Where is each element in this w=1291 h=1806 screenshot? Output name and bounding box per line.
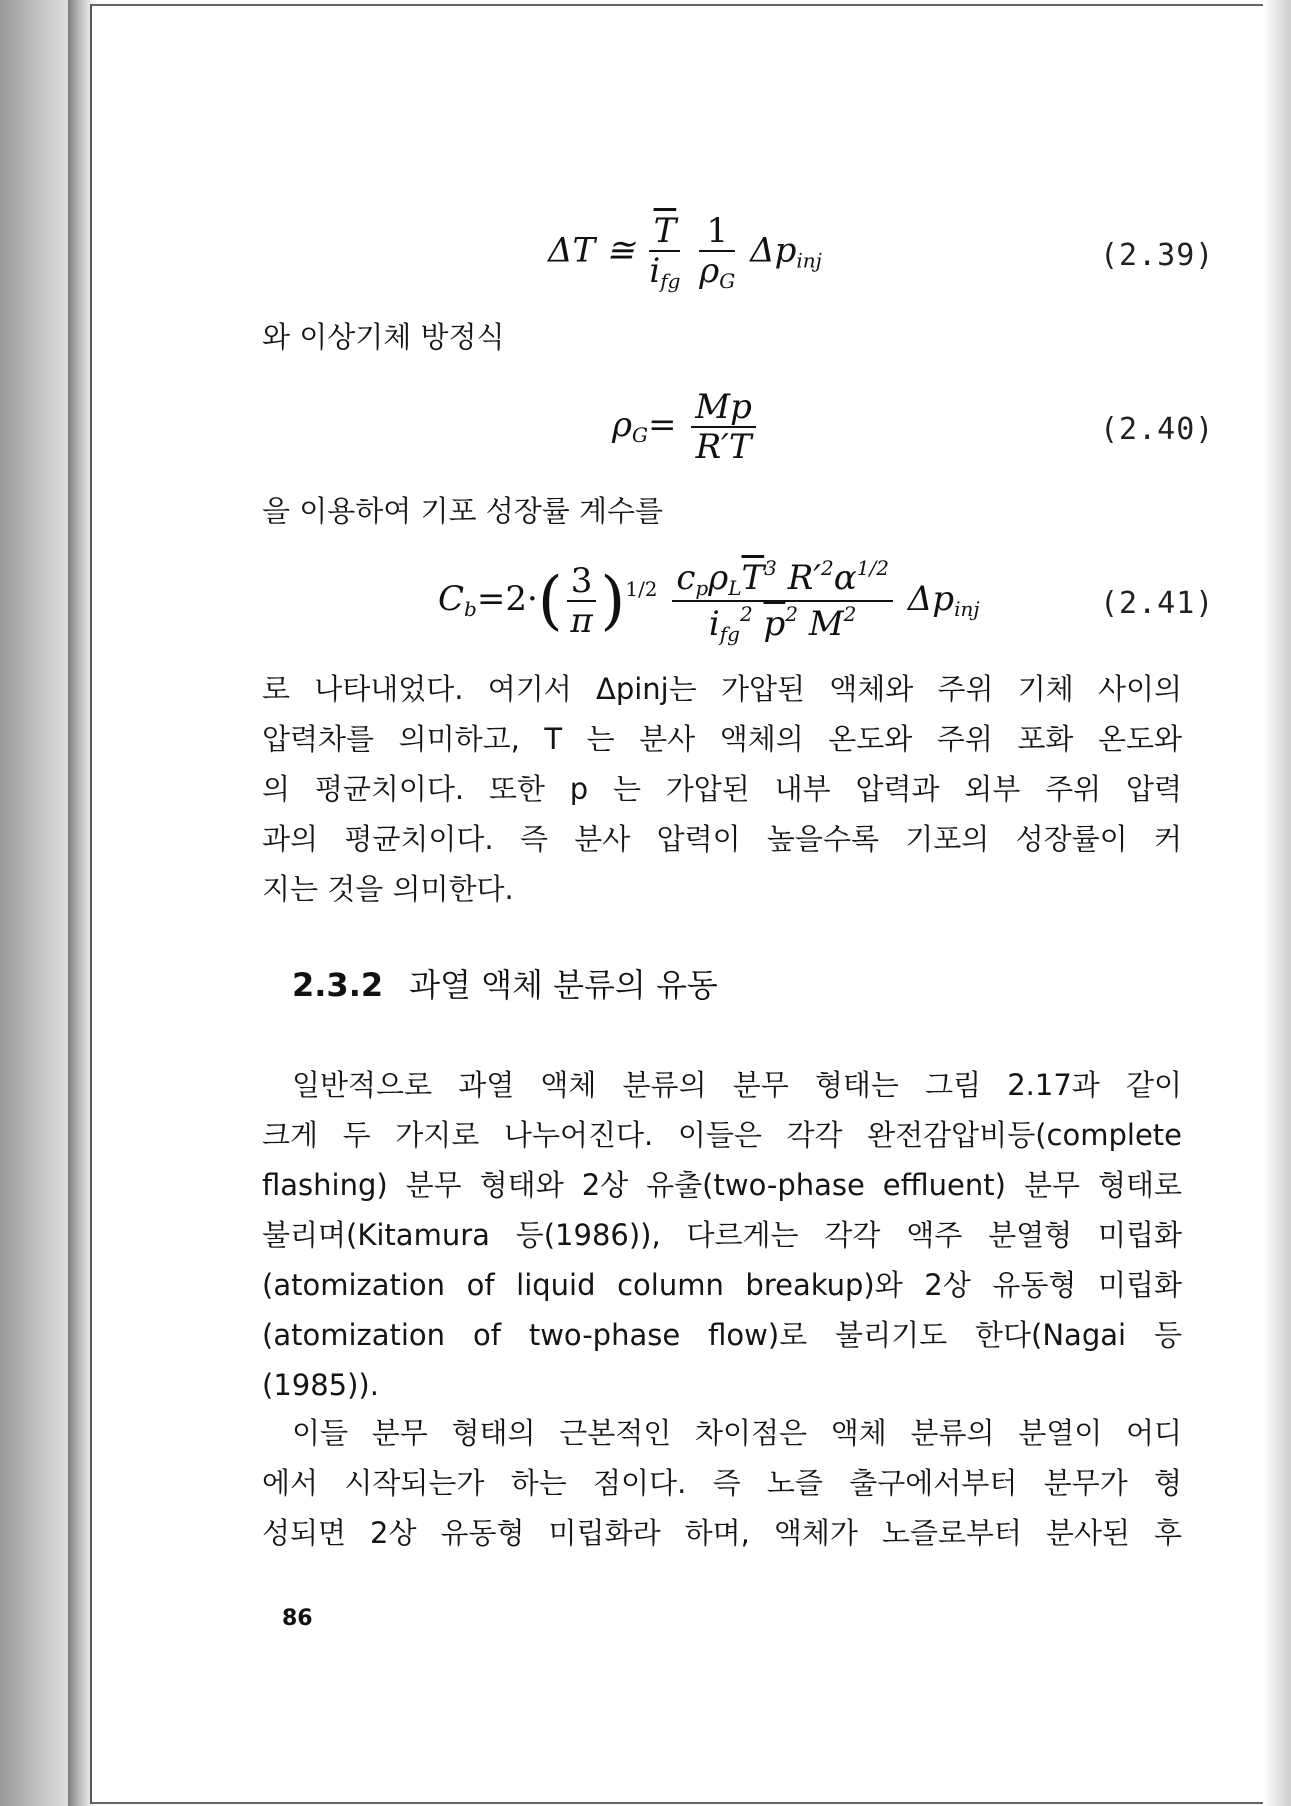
eq241-p-exp: 2 <box>785 602 799 626</box>
paragraph-line: 일반적으로 과열 액체 분류의 분무 형태는 그림 2.17과 같이 <box>292 1068 1182 1102</box>
eq239-frac2-den-sub: G <box>719 269 736 293</box>
eq239-approx: ≅ <box>606 230 635 271</box>
paragraph-line: flashing) 분무 형태와 2상 유출(two-phase effluent) 분무 형태로 <box>262 1168 1182 1202</box>
text-line: 을 이용하여 기포 성장률 계수를 <box>262 494 664 528</box>
eq239-frac2 <box>699 211 736 293</box>
paragraph-line: (atomization of liquid column breakup)와 2상 유동형 미립화 <box>262 1268 1182 1302</box>
paragraph-line: 의 평균치이다. 또한 p 는 가압된 내부 압력과 외부 주위 압력 <box>262 772 1182 806</box>
eq239-lhs: ΔT <box>548 230 596 271</box>
eq239-frac1 <box>649 211 681 293</box>
eq241-main-frac: $\frac{c_p\rho_L\overline{T}^3 R'^2\alpha^{1/2}}{i_{fg}^2 \overline{p}^2 M^2}$ <box>672 558 893 644</box>
paragraph-line: 과의 평균치이다. 즉 분사 압력이 높을수록 기포의 성장률이 커 <box>262 822 1182 856</box>
eq241-c: c <box>676 558 696 598</box>
text-line: 와 이상기체 방정식 <box>262 320 505 354</box>
left-paren: ( <box>537 564 563 638</box>
eq241-alpha: α <box>833 558 857 598</box>
paragraph-line: 로 나타내었다. 여기서 Δpinj는 가압된 액체와 주위 기체 사이의 <box>262 672 1182 706</box>
section-title: 과열 액체 분류의 유동 <box>409 966 718 1004</box>
spine-edge <box>68 0 92 1806</box>
eq239-frac1-num: $\overline{T}$ <box>649 214 680 252</box>
paragraph-line: 불리며(Kitamura 등(1986)), 다르게는 각각 액주 분열형 미립화 <box>262 1218 1182 1252</box>
equation-2-39 <box>548 211 822 293</box>
eq241-tail: Δp <box>907 579 955 619</box>
paragraph-3 <box>262 1408 1182 1558</box>
eq241-eq: =2· <box>476 579 538 619</box>
paragraph-line: (atomization of two-phase flow)로 불리기도 한다(Nagai 등 <box>262 1318 1182 1352</box>
eq241-i-exp: 2 <box>739 602 753 626</box>
eq239-frac1-den: i <box>649 251 661 291</box>
eq241-paren-num: 3 <box>567 564 597 602</box>
equation-number-2-40: (2.40) <box>1100 412 1215 447</box>
page-number: 86 <box>282 1606 313 1631</box>
eq241-M: M <box>808 604 844 644</box>
paragraph-line: 성되면 2상 유동형 미립화라 하며, 액체가 노즐로부터 분사된 후 <box>262 1516 1182 1550</box>
equation-number-2-39: (2.39) <box>1100 238 1215 273</box>
eq240-lhs: ρ <box>612 405 632 445</box>
paragraph-line: 압력차를 의미하고, T 는 분사 액체의 온도와 주위 포화 온도와 <box>262 722 1182 756</box>
paragraph-1 <box>262 664 1182 914</box>
eq241-paren-exp: 1/2 <box>625 577 658 601</box>
paragraph-line: 크게 두 가지로 나누어진다. 이들은 각각 완전감압비등(complete <box>262 1118 1182 1152</box>
paragraph-line: 이들 분무 형태의 근본적인 차이점은 액체 분류의 분열이 어디 <box>292 1416 1182 1450</box>
paragraph-line: (1985)). <box>262 1368 379 1402</box>
equation-2-40 <box>612 387 760 467</box>
eq241-alpha-exp: 1/2 <box>856 556 889 580</box>
eq239-frac2-den: ρ <box>699 251 720 291</box>
eq241-tail-sub: inj <box>954 597 980 621</box>
text-after-2-39 <box>262 312 1182 362</box>
section-heading <box>292 960 718 1006</box>
eq240-eq: = <box>647 405 677 445</box>
text-after-2-40 <box>262 486 1182 536</box>
eq239-tail: Δp <box>750 230 797 271</box>
paragraph-line: 지는 것을 의미한다. <box>262 872 514 906</box>
paragraph-line: 에서 시작되는가 하는 점이다. 즉 노즐 출구에서부터 분무가 형 <box>262 1466 1182 1500</box>
right-paren: ) <box>600 564 626 638</box>
eq239-frac1-den-sub: fg <box>660 269 681 293</box>
equation-2-41 <box>438 558 980 644</box>
eq241-p: $\overline{p}$ <box>763 604 786 644</box>
eq241-T: $\overline{T}$ <box>741 558 765 598</box>
eq240-frac <box>691 387 756 467</box>
eq240-num: Mp <box>691 390 756 428</box>
paragraph-2 <box>262 1060 1182 1410</box>
page-edge-shadow <box>1263 0 1291 1806</box>
eq240-den: R′T <box>695 427 752 467</box>
eq241-i: i <box>708 604 720 644</box>
section-number: 2.3.2 <box>292 966 384 1004</box>
eq241-lhs: C <box>438 579 465 619</box>
eq239-frac2-num: 1 <box>699 214 735 252</box>
eq241-lhs-sub: b <box>464 597 477 621</box>
eq241-M-exp: 2 <box>843 602 857 626</box>
eq241-R-exp: 2 <box>821 556 834 580</box>
eq239-tail-sub: inj <box>796 248 822 273</box>
equation-number-2-41: (2.41) <box>1100 586 1215 621</box>
eq241-i-sub: fg <box>719 622 740 646</box>
eq241-rho: ρ <box>708 558 729 598</box>
eq240-lhs-sub: G <box>632 423 648 447</box>
eq241-T-exp: 3 <box>764 556 777 580</box>
eq241-paren-frac <box>567 561 597 641</box>
eq241-paren-den: π <box>570 601 593 641</box>
eq241-R: R′ <box>787 558 822 598</box>
